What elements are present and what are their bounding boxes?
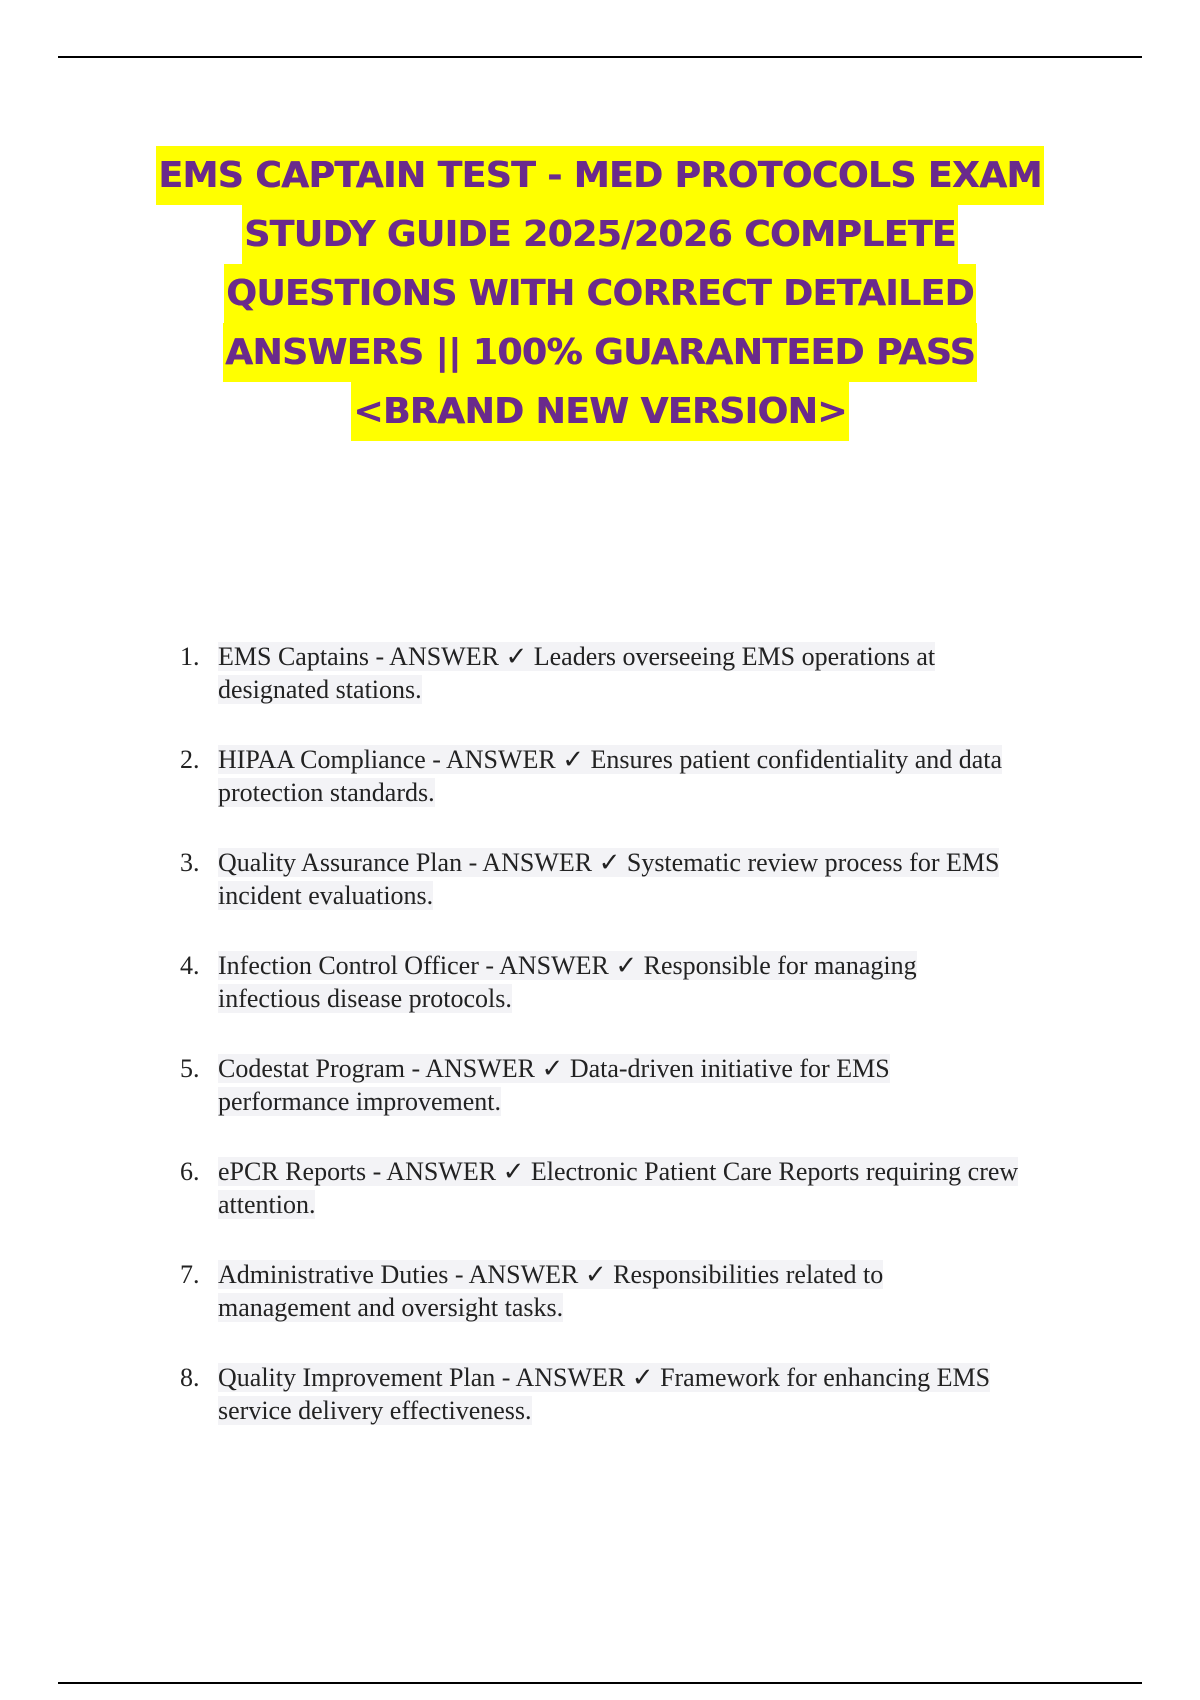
item-line: Quality Improvement Plan - ANSWER ✓ Framework for enhancing EMS: [218, 1363, 991, 1392]
list-item: [170, 1155, 1100, 1258]
item-line: protection standards.: [218, 778, 435, 807]
title-line: STUDY GUIDE 2025/2026 COMPLETE: [242, 205, 958, 264]
item-line: service delivery effectiveness.: [218, 1396, 532, 1425]
item-line: Quality Assurance Plan - ANSWER ✓ Systematic review process for EMS: [218, 848, 1000, 877]
item-text: [218, 1155, 1098, 1221]
document-title: [60, 146, 1140, 441]
list-item: [170, 640, 1100, 743]
list-item: [170, 1258, 1100, 1361]
item-line: attention.: [218, 1190, 316, 1219]
item-number: 4.: [180, 951, 200, 980]
item-line: management and oversight tasks.: [218, 1293, 564, 1322]
item-number: 7.: [180, 1260, 200, 1289]
question-list: [170, 640, 1100, 1464]
list-item: [170, 1361, 1100, 1464]
item-number: 5.: [180, 1054, 200, 1083]
item-line: incident evaluations.: [218, 881, 434, 910]
title-line: ANSWERS || 100% GUARANTEED PASS: [223, 323, 977, 382]
item-line: Administrative Duties - ANSWER ✓ Responsibilities related to: [218, 1260, 884, 1289]
item-number: 8.: [180, 1363, 200, 1392]
item-line: Infection Control Officer - ANSWER ✓ Responsible for managing: [218, 951, 917, 980]
item-line: Codestat Program - ANSWER ✓ Data-driven initiative for EMS: [218, 1054, 890, 1083]
item-text: [218, 743, 1098, 809]
title-line: EMS CAPTAIN TEST - MED PROTOCOLS EXAM: [156, 146, 1044, 205]
list-item: [170, 1052, 1100, 1155]
footer-rule: [58, 1682, 1142, 1684]
list-item: [170, 743, 1100, 846]
item-line: infectious disease protocols.: [218, 984, 512, 1013]
item-text: [218, 1052, 1098, 1118]
item-text: [218, 1361, 1098, 1427]
item-text: [218, 1258, 1098, 1324]
item-text: [218, 846, 1098, 912]
item-line: designated stations.: [218, 675, 422, 704]
item-line: ePCR Reports - ANSWER ✓ Electronic Patient Care Reports requiring crew: [218, 1157, 1019, 1186]
item-number: 3.: [180, 848, 200, 877]
item-text: [218, 949, 1098, 1015]
header-rule: [58, 56, 1142, 58]
item-number: 2.: [180, 745, 200, 774]
title-line: QUESTIONS WITH CORRECT DETAILED: [224, 264, 976, 323]
item-line: EMS Captains - ANSWER ✓ Leaders overseeing EMS operations at: [218, 642, 936, 671]
list-item: [170, 846, 1100, 949]
title-line: <BRAND NEW VERSION>: [351, 382, 849, 441]
item-number: 1.: [180, 642, 200, 671]
item-line: performance improvement.: [218, 1087, 501, 1116]
item-line: HIPAA Compliance - ANSWER ✓ Ensures patient confidentiality and data: [218, 745, 1003, 774]
item-number: 6.: [180, 1157, 200, 1186]
item-text: [218, 640, 1098, 706]
list-item: [170, 949, 1100, 1052]
